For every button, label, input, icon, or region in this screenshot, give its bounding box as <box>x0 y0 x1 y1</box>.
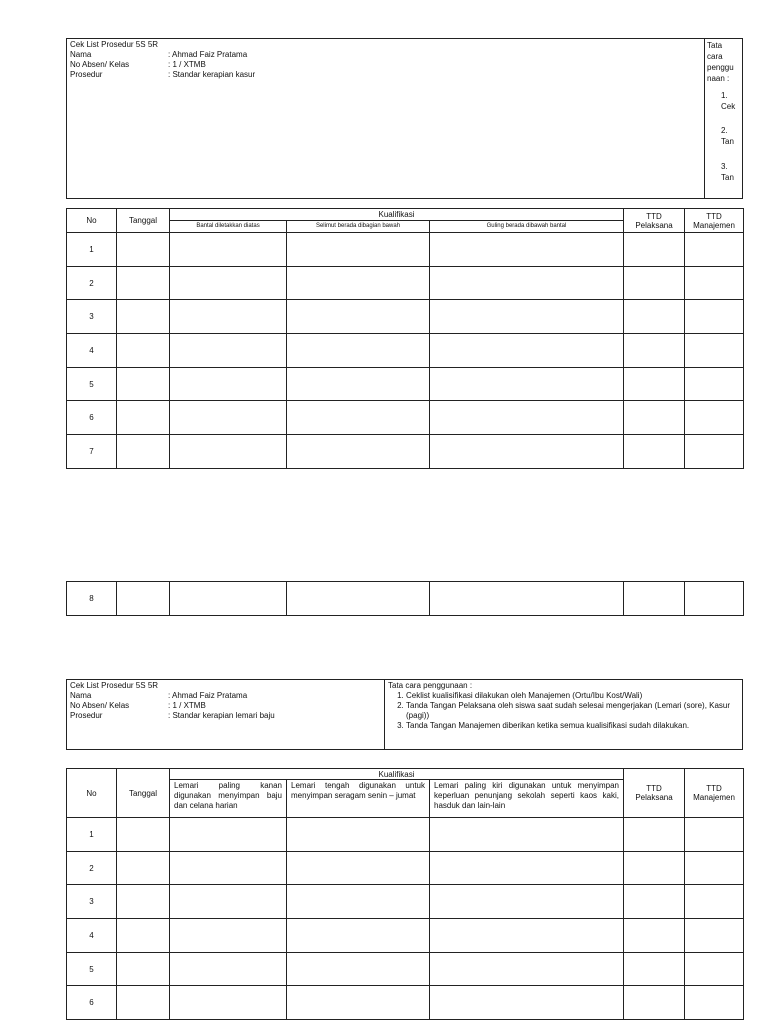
cell-check[interactable] <box>170 885 287 919</box>
cell-check[interactable] <box>430 582 624 616</box>
field-value: : Standar kerapian kasur <box>168 70 256 79</box>
criterion-3: Lemari paling kiri digunakan untuk menyimpan keperluan penunjang sekolah seperti kaos kaki, hasduk dan lain-lain <box>430 780 624 818</box>
cell-check[interactable] <box>170 919 287 953</box>
instruction-fragment: cara <box>707 52 723 61</box>
instruction-item: 3. Tanda Tangan Manajemen diberikan ketika semua kualisifikasi sudah dilakukan. <box>406 721 740 731</box>
instruction-fragment: Cek <box>721 102 736 111</box>
cell-check[interactable] <box>430 986 624 1020</box>
table-row <box>67 986 744 1020</box>
cell-check[interactable] <box>430 367 624 401</box>
criterion-1: Lemari paling kanan digunakan menyimpan baju dan celana harian <box>170 780 287 818</box>
cell-ttd-pelaksana[interactable] <box>624 233 685 267</box>
criterion-1: Bantal diletakkan diatas <box>170 221 287 233</box>
row-number: 4 <box>67 334 117 368</box>
doc2-divider <box>384 679 385 750</box>
row-number: 3 <box>67 885 117 919</box>
field-value: : Standar kerapian lemari baju <box>168 711 275 720</box>
cell-tanggal[interactable] <box>117 952 170 986</box>
instruction-item: 1. Ceklist kualisifikasi dilakukan oleh Manajemen (Ortu/Ibu Kost/Wali) <box>406 691 740 701</box>
cell-ttd-pelaksana[interactable] <box>624 818 685 852</box>
cell-ttd-manajemen[interactable] <box>685 851 744 885</box>
field-value: : 1 / XTMB <box>168 701 206 710</box>
doc2-instruction-list <box>388 691 740 731</box>
row-number: 5 <box>67 952 117 986</box>
cell-check[interactable] <box>287 919 430 953</box>
row-number: 2 <box>67 266 117 300</box>
row-number: 4 <box>67 919 117 953</box>
cell-ttd-pelaksana[interactable] <box>624 300 685 334</box>
cell-check[interactable] <box>170 851 287 885</box>
table-row <box>67 919 744 953</box>
cell-ttd-manajemen[interactable] <box>685 233 744 267</box>
cell-check[interactable] <box>170 401 287 435</box>
cell-check[interactable] <box>287 885 430 919</box>
row-number: 3 <box>67 300 117 334</box>
cell-ttd-manajemen[interactable] <box>685 367 744 401</box>
instruction-item: 2. Tanda Tangan Pelaksana oleh siswa saat sudah selesai mengerjakan (Lemari (sore), Kasur (pagi)) <box>406 701 740 721</box>
cell-check[interactable] <box>430 851 624 885</box>
header-tanggal: Tanggal <box>117 209 170 233</box>
field-label: Prosedur <box>70 711 103 720</box>
cell-tanggal[interactable] <box>117 233 170 267</box>
cell-check[interactable] <box>287 435 430 469</box>
header-tanggal: Tanggal <box>117 769 170 818</box>
cell-check[interactable] <box>287 952 430 986</box>
instruction-fragment: Tata <box>707 41 723 50</box>
cell-check[interactable] <box>170 367 287 401</box>
cell-check[interactable] <box>287 986 430 1020</box>
header-kualifikasi: Kualifikasi <box>170 209 624 221</box>
cell-check[interactable] <box>430 952 624 986</box>
row-number: 6 <box>67 401 117 435</box>
cell-ttd-manajemen[interactable] <box>685 266 744 300</box>
field-label: No Absen/ Kelas <box>70 701 130 710</box>
cell-tanggal[interactable] <box>117 851 170 885</box>
cell-check[interactable] <box>430 919 624 953</box>
table-row <box>67 582 744 616</box>
field-value: : Ahmad Faiz Pratama <box>168 691 248 700</box>
criterion-2: Lemari tengah digunakan untuk menyimpan seragam senin – jumat <box>287 780 430 818</box>
cell-ttd-manajemen[interactable] <box>685 435 744 469</box>
cell-check[interactable] <box>287 334 430 368</box>
cell-check[interactable] <box>430 401 624 435</box>
instruction-fragment: 3. <box>721 162 728 171</box>
row-number: 5 <box>67 367 117 401</box>
instruction-fragment: 1. <box>721 91 728 100</box>
doc1-title: Cek List Prosedur 5S 5R <box>70 40 159 49</box>
table-row <box>67 952 744 986</box>
cell-tanggal[interactable] <box>117 266 170 300</box>
table-row <box>67 300 744 334</box>
cell-check[interactable] <box>287 851 430 885</box>
cell-check[interactable] <box>170 435 287 469</box>
cell-check[interactable] <box>170 986 287 1020</box>
cell-tanggal[interactable] <box>117 582 170 616</box>
cell-check[interactable] <box>430 334 624 368</box>
table-row <box>67 334 744 368</box>
checklist-table-kasur-continued <box>66 581 744 616</box>
cell-ttd-manajemen[interactable] <box>685 818 744 852</box>
cell-ttd-manajemen[interactable] <box>685 401 744 435</box>
cell-check[interactable] <box>430 435 624 469</box>
table-row <box>67 851 744 885</box>
table-row <box>67 818 744 852</box>
cell-ttd-manajemen[interactable] <box>685 582 744 616</box>
instruction-fragment: penggu <box>707 63 734 72</box>
cell-ttd-pelaksana[interactable] <box>624 885 685 919</box>
checklist-table-kasur <box>66 208 744 469</box>
table-row <box>67 401 744 435</box>
field-label: Prosedur <box>70 70 103 79</box>
cell-ttd-pelaksana[interactable] <box>624 266 685 300</box>
table-row <box>67 233 744 267</box>
cell-check[interactable] <box>287 300 430 334</box>
header-kualifikasi: Kualifikasi <box>170 769 624 780</box>
header-no: No <box>67 209 117 233</box>
instruction-fragment: 2. <box>721 126 728 135</box>
doc2-instructions <box>388 681 740 731</box>
row-number: 1 <box>67 233 117 267</box>
cell-tanggal[interactable] <box>117 401 170 435</box>
header-ttd-pelaksana: TTD Pelaksana <box>624 209 685 233</box>
cell-check[interactable] <box>170 582 287 616</box>
cell-check[interactable] <box>170 952 287 986</box>
cell-ttd-manajemen[interactable] <box>685 885 744 919</box>
header-ttd-pelaksana: TTD Pelaksana <box>624 769 685 818</box>
doc2-title: Cek List Prosedur 5S 5R <box>70 681 159 690</box>
field-label: Nama <box>70 50 92 59</box>
cell-ttd-pelaksana[interactable] <box>624 435 685 469</box>
header-ttd-manajemen: TTD Manajemen <box>685 769 744 818</box>
instruction-fragment: Tan <box>721 173 734 182</box>
cell-check[interactable] <box>170 818 287 852</box>
field-label: Nama <box>70 691 92 700</box>
cell-ttd-pelaksana[interactable] <box>624 401 685 435</box>
instruction-fragment: naan : <box>707 74 730 83</box>
cell-check[interactable] <box>287 367 430 401</box>
cell-tanggal[interactable] <box>117 919 170 953</box>
row-number: 6 <box>67 986 117 1020</box>
field-label: No Absen/ Kelas <box>70 60 130 69</box>
cell-check[interactable] <box>430 818 624 852</box>
cell-ttd-pelaksana[interactable] <box>624 952 685 986</box>
doc2-instructions-title: Tata cara penggunaan : <box>388 681 473 690</box>
cell-ttd-manajemen[interactable] <box>685 952 744 986</box>
field-value: : Ahmad Faiz Pratama <box>168 50 248 59</box>
table-row <box>67 367 744 401</box>
cell-check[interactable] <box>170 266 287 300</box>
cell-check[interactable] <box>287 401 430 435</box>
cell-ttd-pelaksana[interactable] <box>624 851 685 885</box>
cell-check[interactable] <box>287 582 430 616</box>
cell-check[interactable] <box>287 818 430 852</box>
instruction-fragment: Tan <box>721 137 734 146</box>
cell-check[interactable] <box>287 233 430 267</box>
cell-check[interactable] <box>430 300 624 334</box>
cell-tanggal[interactable] <box>117 334 170 368</box>
table-row <box>67 435 744 469</box>
cell-check[interactable] <box>287 266 430 300</box>
cell-ttd-manajemen[interactable] <box>685 919 744 953</box>
table-row <box>67 266 744 300</box>
cell-check[interactable] <box>170 300 287 334</box>
cell-ttd-manajemen[interactable] <box>685 334 744 368</box>
cell-tanggal[interactable] <box>117 300 170 334</box>
cell-ttd-pelaksana[interactable] <box>624 367 685 401</box>
cell-tanggal[interactable] <box>117 986 170 1020</box>
header-ttd-manajemen: TTD Manajemen <box>685 209 744 233</box>
cell-tanggal[interactable] <box>117 367 170 401</box>
cell-tanggal[interactable] <box>117 818 170 852</box>
row-number: 8 <box>67 582 117 616</box>
cell-ttd-pelaksana[interactable] <box>624 986 685 1020</box>
row-number: 7 <box>67 435 117 469</box>
header-no: No <box>67 769 117 818</box>
cell-check[interactable] <box>170 334 287 368</box>
cell-check[interactable] <box>430 885 624 919</box>
cell-ttd-manajemen[interactable] <box>685 300 744 334</box>
cell-ttd-manajemen[interactable] <box>685 986 744 1020</box>
criterion-3: Guling berada dibawah bantal <box>430 221 624 233</box>
cell-check[interactable] <box>430 266 624 300</box>
cell-check[interactable] <box>430 233 624 267</box>
criterion-2: Selimut berada dibagian bawah <box>287 221 430 233</box>
row-number: 1 <box>67 818 117 852</box>
table-row <box>67 885 744 919</box>
cell-tanggal[interactable] <box>117 435 170 469</box>
cell-check[interactable] <box>170 233 287 267</box>
cell-ttd-pelaksana[interactable] <box>624 334 685 368</box>
checklist-table-lemari <box>66 768 744 1020</box>
cell-tanggal[interactable] <box>117 885 170 919</box>
row-number: 2 <box>67 851 117 885</box>
field-value: : 1 / XTMB <box>168 60 206 69</box>
cell-ttd-pelaksana[interactable] <box>624 919 685 953</box>
cell-ttd-pelaksana[interactable] <box>624 582 685 616</box>
